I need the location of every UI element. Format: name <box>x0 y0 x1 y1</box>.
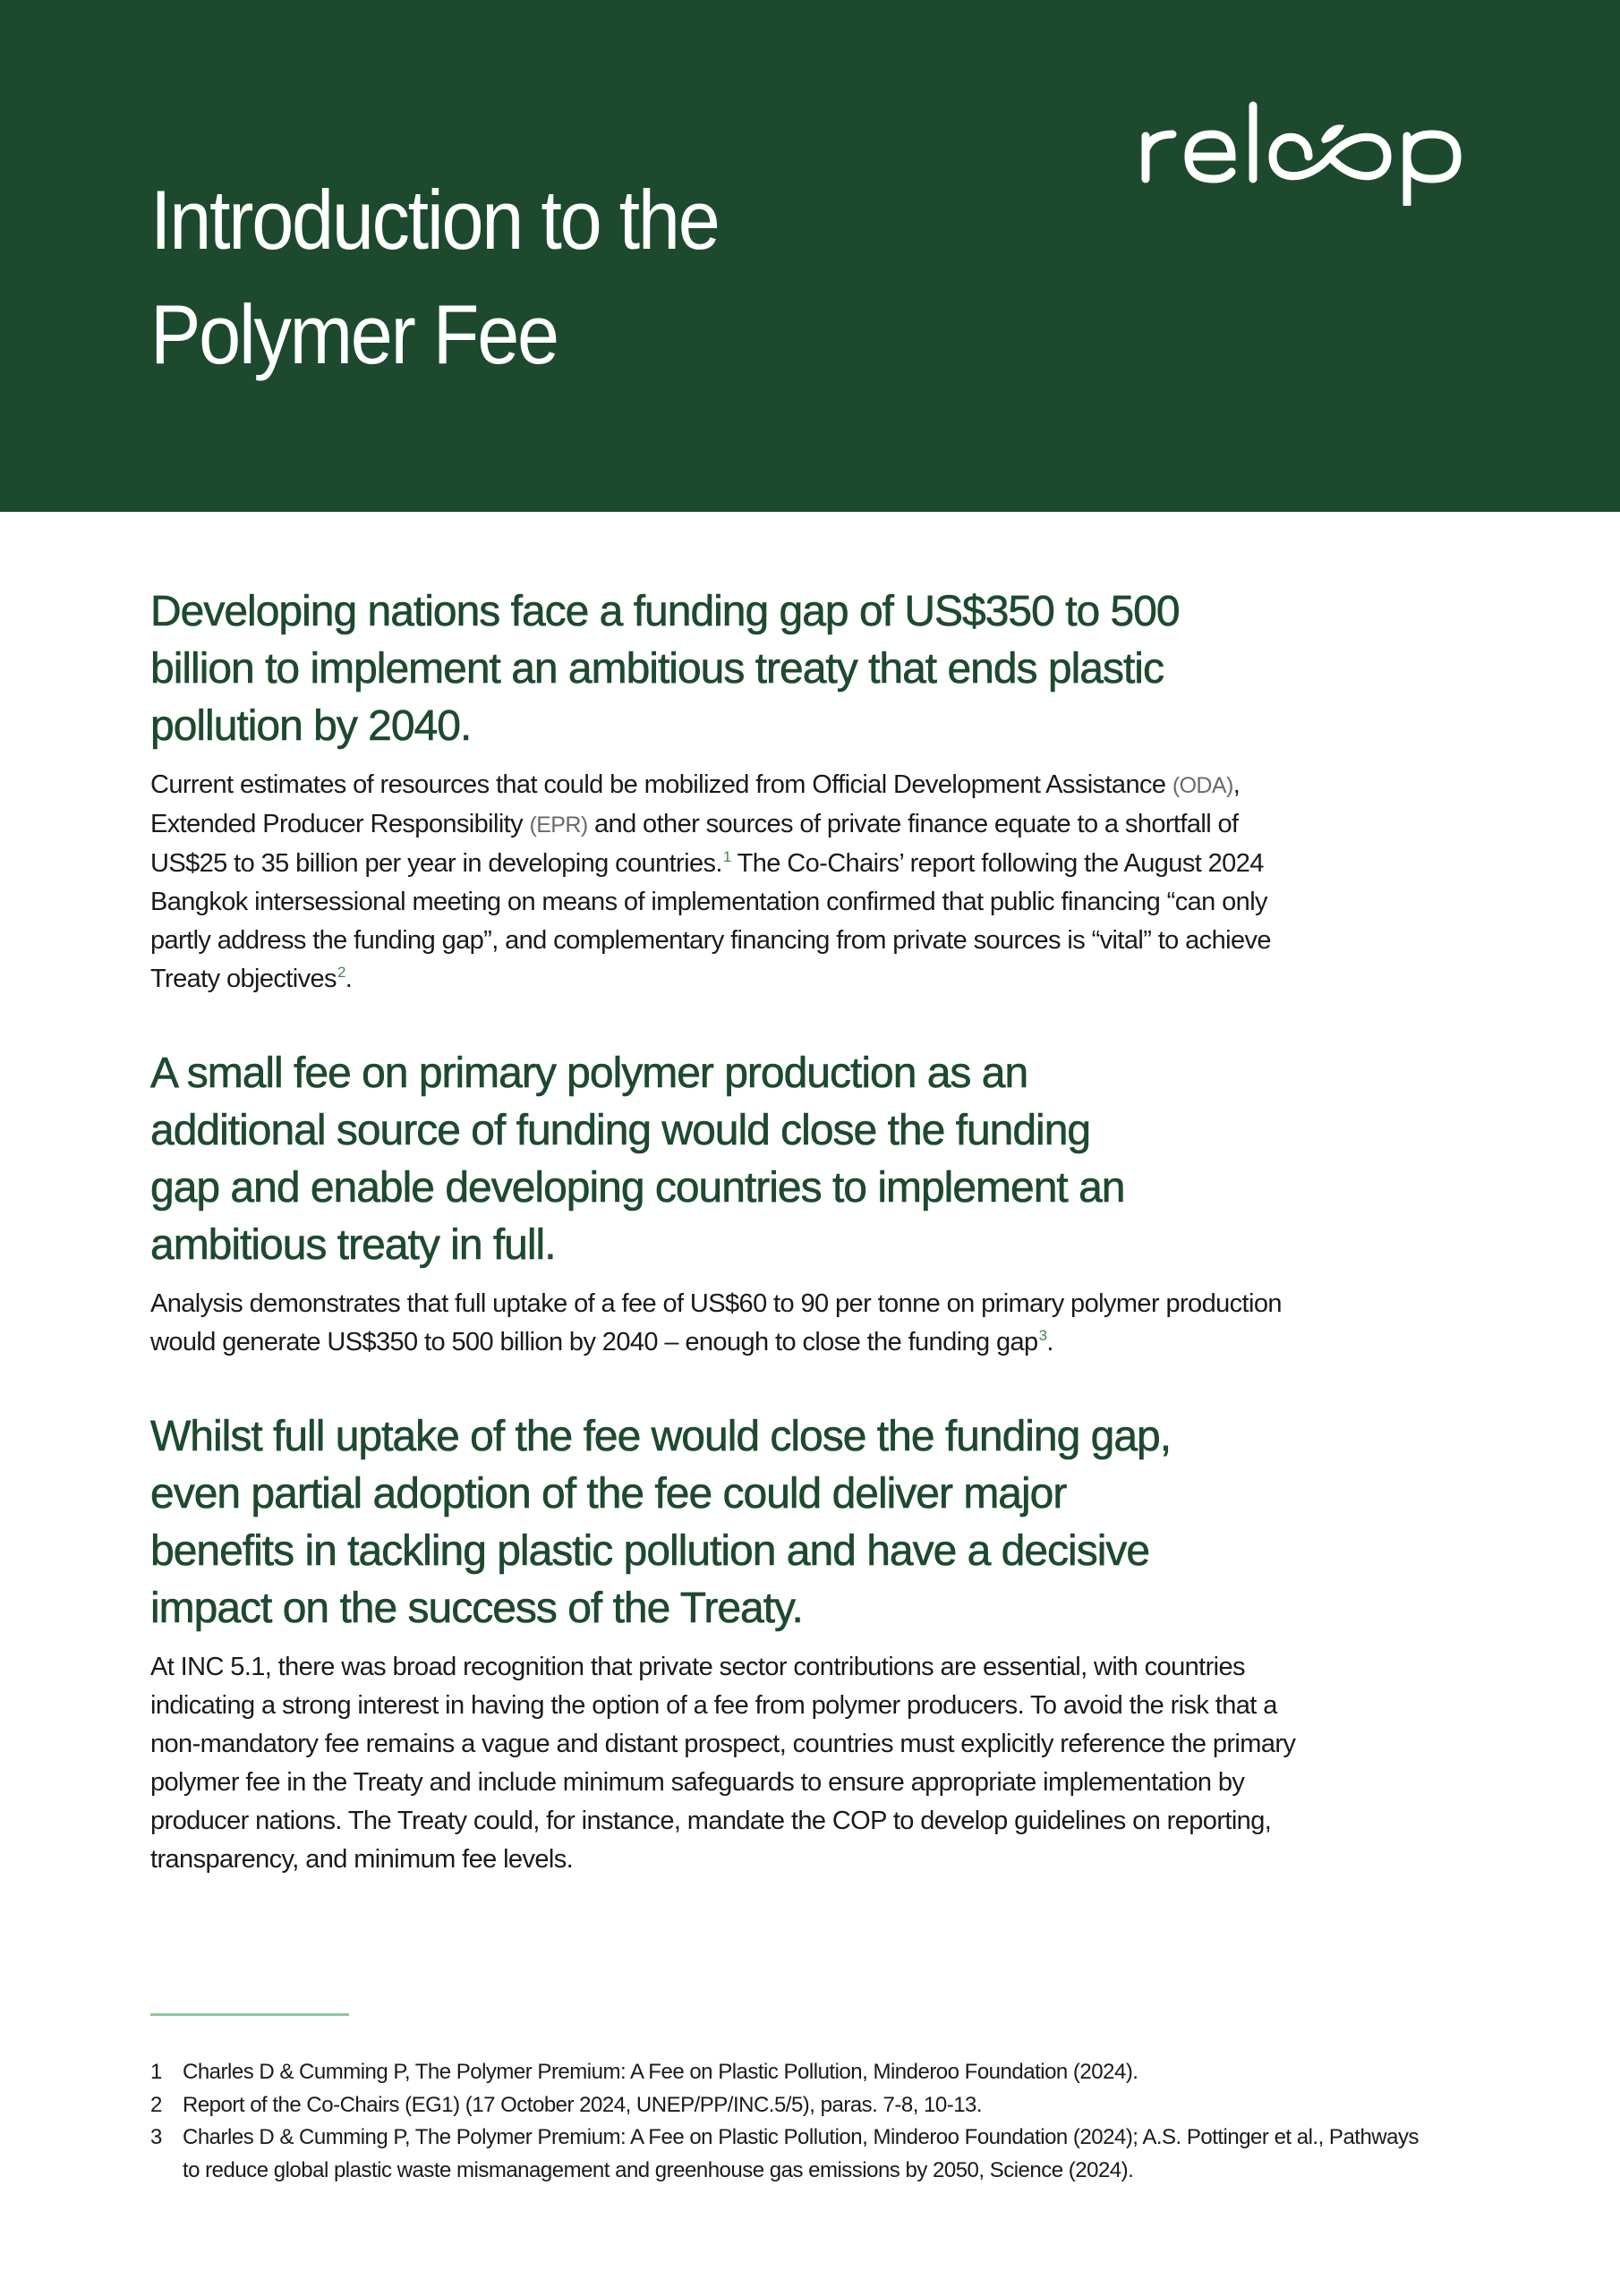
section-funding-gap <box>150 583 1314 999</box>
oda-abbrev: (ODA) <box>1172 773 1233 798</box>
footnote-number: 1 <box>150 2060 162 2084</box>
page-title-line-2: Polymer Fee <box>150 287 558 381</box>
footnote-ref-2[interactable]: 2 <box>337 964 345 982</box>
footnote-number: 3 <box>150 2125 162 2149</box>
reloop-logo <box>1138 100 1479 206</box>
section-body: Current estimates of resources that could be mobilized from Official Development Assistance (ODA), Extended Producer Responsibility (EPR) and other sources of private finance equate to a shortfall of US$25 to 35 billion per year in developing countries.$^1$ The Co-Chairs’ report following the August 2024 Bangkok intersessional meeting on means of implementation confirmed that public financing “can only partly address the funding gap”, and complementary financing from private sources is “vital” to achieve Treaty objectives$^2$. <box>150 770 1271 993</box>
footnote-text: Report of the Co-Chairs (EG1) (17 October 2024, UNEP/PP/INC.5/5), paras. 7-8, 10-13. <box>183 2092 983 2117</box>
epr-abbrev: (EPR) <box>529 812 588 838</box>
footnote-divider <box>150 2013 349 2016</box>
footnote <box>150 2056 1421 2089</box>
section-partial-adoption <box>150 1408 1314 1879</box>
footnote-ref-1[interactable]: 1 <box>722 848 731 866</box>
header-banner <box>0 0 1620 512</box>
main-content <box>150 583 1314 1879</box>
section-small-fee <box>150 1045 1314 1362</box>
footnote-ref-3[interactable]: 3 <box>1038 1327 1047 1345</box>
footnote <box>150 2122 1421 2187</box>
section-heading: Whilst full uptake of the fee would close the funding gap, even partial adoption of the fee could deliver major benefits in tackling plastic pollution and have a decisive impact on the success of the Treaty. <box>150 1413 1172 1632</box>
page-title-line-1: Introduction to the <box>150 173 719 267</box>
section-body: At INC 5.1, there was broad recognition that private sector contributions are essential, with countries indicating a strong interest in having the option of a fee from polymer producers. To avoid the risk that a non-mandatory fee remains a vague and distant prospect, countries must explicitly reference the primary polymer fee in the Treaty and include minimum safeguards to ensure appropriate implementation by producer nations. The Treaty could, for instance, mandate the COP to develop guidelines on reporting, transparency, and minimum fee levels. <box>150 1653 1296 1874</box>
section-heading: A small fee on primary polymer production as an additional source of funding would close the funding gap and enable developing countries to implement an ambitious treaty in full. <box>150 1050 1125 1269</box>
section-body: Analysis demonstrates that full uptake of a fee of US$60 to 90 per tonne on primary polymer production would generate US$350 to 500 billion by 2040 – enough to close the funding gap$^3$. <box>150 1289 1282 1356</box>
section-heading: Developing nations face a funding gap of US$350 to 500 billion to implement an ambitious treaty that ends plastic pollution by 2040. <box>150 588 1180 750</box>
footnote <box>150 2089 1421 2122</box>
footnote-text: Charles D & Cumming P, The Polymer Premium: A Fee on Plastic Pollution, Minderoo Foundation (2024); A.S. Pottinger et al., Pathways to reduce global plastic waste mismanagement and greenhouse gas emissions by 2050, Science (2024). <box>183 2125 1419 2182</box>
footnote-number: 2 <box>150 2092 162 2117</box>
footnote-text: Charles D & Cumming P, The Polymer Premium: A Fee on Plastic Pollution, Minderoo Foundation (2024). <box>183 2060 1138 2084</box>
footnotes <box>150 2056 1421 2187</box>
page-title <box>150 163 956 392</box>
